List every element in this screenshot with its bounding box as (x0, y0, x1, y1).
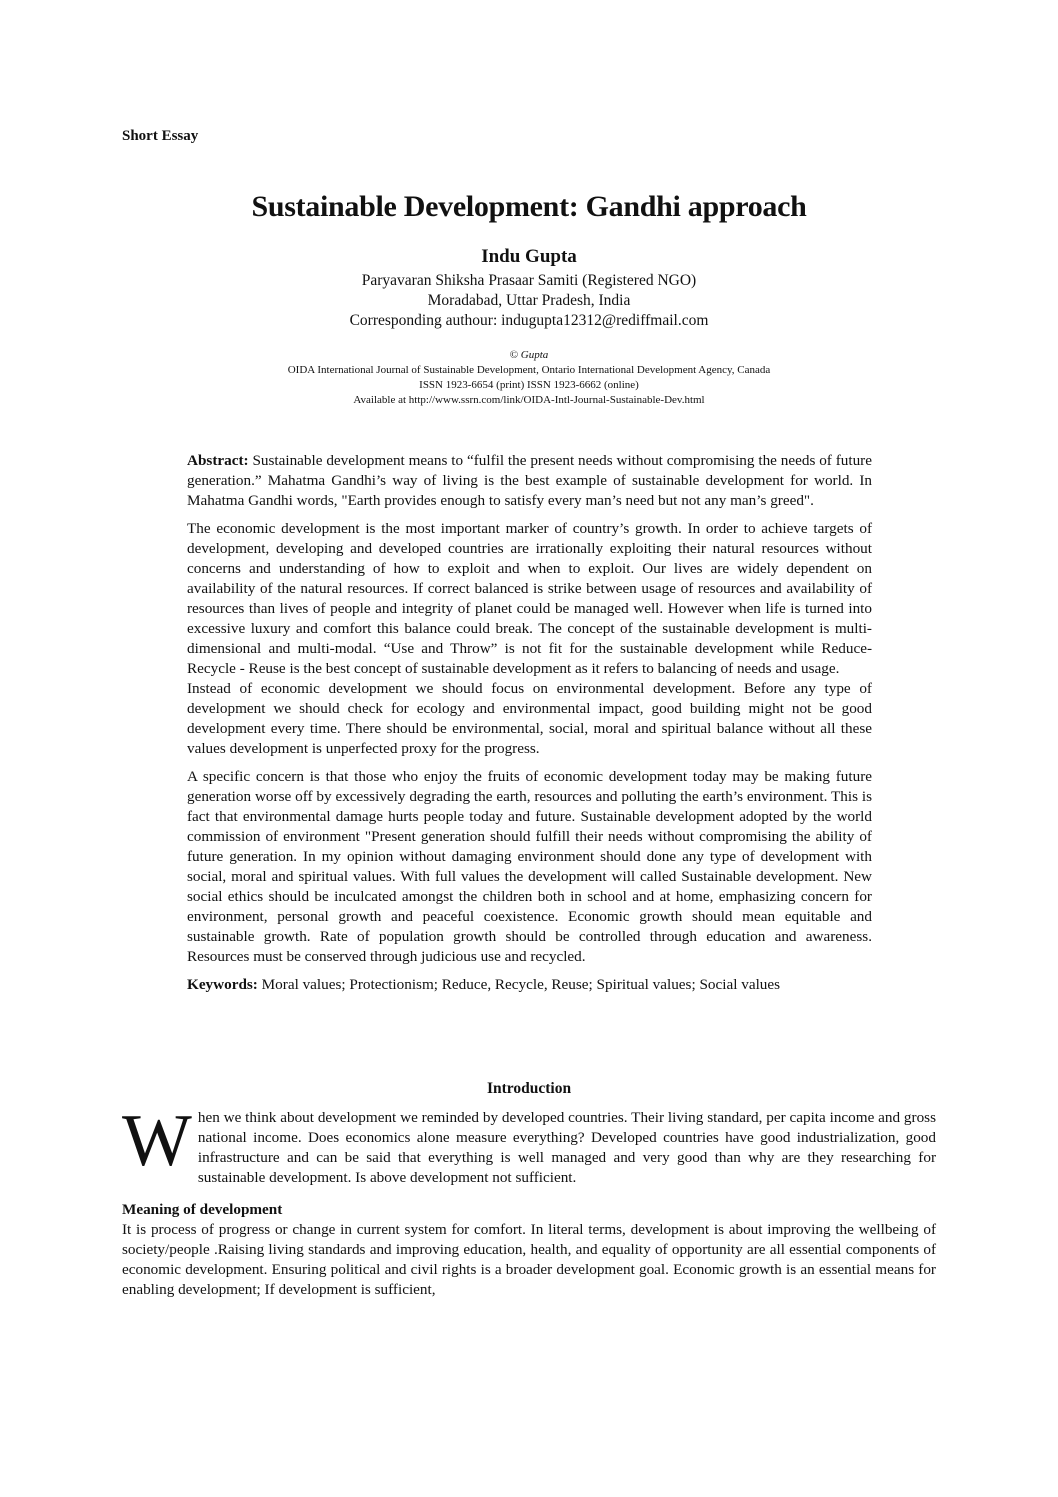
keywords-line (187, 975, 872, 995)
meaning-paragraph: It is process of progress or change in current system for comfort. In literal terms, development is about improving the wellbeing of society/people .Raising living standards and improving education, health, and equality of opportunity are all essential components of economic development. Ensuring political and civil rights is a broader development goal. Economic growth is an essential means for enabling development; If development is sufficient, (122, 1221, 936, 1298)
keywords-label: Keywords: (187, 976, 258, 993)
author-location: Moradabad, Uttar Pradesh, India (427, 292, 631, 309)
meaning-section (122, 1200, 936, 1300)
article-type-label: Short Essay (122, 128, 199, 144)
keywords-text: Moral values; Protectionism; Reduce, Recycle, Reuse; Spiritual values; Social values (257, 976, 781, 993)
author-name: Indu Gupta (481, 246, 577, 267)
abstract-paragraph-2: The economic development is the most important marker of country’s growth. In order to achieve targets of development, developing and developed countries are irrationally exploiting their natural resources without concerns and understanding of how to exploit and when to exploit. Our lives are widely dependent on availability of the natural resources. If correct balanced is strike between usage of resources and availability of resources than lives of people and integrity of planet could be managed well. However when life is turned into excessive luxury and comfort this balance could break. The concept of the sustainable development is multi-dimensional and multi-modal. “Use and Throw” is not fit for the sustainable development while Reduce- Recycle - Reuse is the best concept of sustainable development as it refers to balancing of needs and usage. (187, 520, 872, 677)
copyright-symbol: © (509, 349, 519, 361)
abstract-label: Abstract: (187, 452, 249, 469)
journal-name: OIDA International Journal of Sustainable Development, Ontario International Development Agency, Canada (287, 364, 771, 376)
introduction-paragraph (122, 1100, 936, 1188)
author-affiliation: Paryavaran Shiksha Prasaar Samiti (Registered NGO) (361, 272, 697, 289)
meaning-heading: Meaning of development (122, 1201, 283, 1218)
introduction-text: hen we think about development we reminded by developed countries. Their living standard, per capita income and gross national income. Does economics alone measure everything? Developed countries have good industrialization, good infrastructure and can be said that everything is well managed and very good than why are they researching for sustainable development. Is above development not sufficient. (197, 1109, 936, 1186)
abstract-text: Sustainable development means to “fulfil the present needs without compromising the needs of future generation.” Mahatma Gandhi’s way of living is the best example of sustainable development for world. In Mahatma Gandhi words, "Earth provides enough to satisfy every man’s need but not any man’s greed". (187, 452, 872, 509)
abstract-paragraph (187, 451, 872, 511)
introduction-heading: Introduction (486, 1080, 572, 1097)
abstract-paragraph-3: Instead of economic development we should focus on environmental development. Before any type of development we should check for ecology and environmental impact, good building might not be good development every time. There should be environmental, social, moral and spiritual balance without all these values development is unperfected proxy for the progress. (187, 680, 872, 757)
availability-link[interactable]: Available at http://www.ssrn.com/link/OIDA-Intl-Journal-Sustainable-Dev.html (353, 394, 705, 406)
copyright-line (0, 348, 1058, 363)
issn-line: ISSN 1923-6654 (print) ISSN 1923-6662 (online) (419, 379, 639, 391)
abstract-paragraph-4: A specific concern is that those who enjoy the fruits of economic development today may be making future generation worse off by excessively degrading the earth, resources and polluting the earth’s environment. This is fact that environmental damage hurts people today and future. Sustainable development adopted by the world commission of environment "Present generation should fulfill their needs without compromising the ability of future generation. In my opinion without damaging environment should done any type of development with social, moral and spiritual values. With full values the development will called Sustainable development. New social ethics should be inculcated amongst the children both in school and at home, emphasizing concern for environment, personal growth and peaceful coexistence. Economic growth should mean equitable and sustainable growth. Rate of population growth should be controlled through education and awareness. Resources must be conserved through judicious use and recycled. (187, 768, 872, 965)
paper-title: Sustainable Development: Gandhi approach (251, 190, 807, 223)
corresponding-author: Corresponding authour: indugupta12312@rediffmail.com (349, 312, 709, 329)
abstract-section (187, 451, 872, 995)
dropcap-letter: W (122, 1100, 192, 1182)
copyright-holder: Gupta (520, 349, 549, 361)
